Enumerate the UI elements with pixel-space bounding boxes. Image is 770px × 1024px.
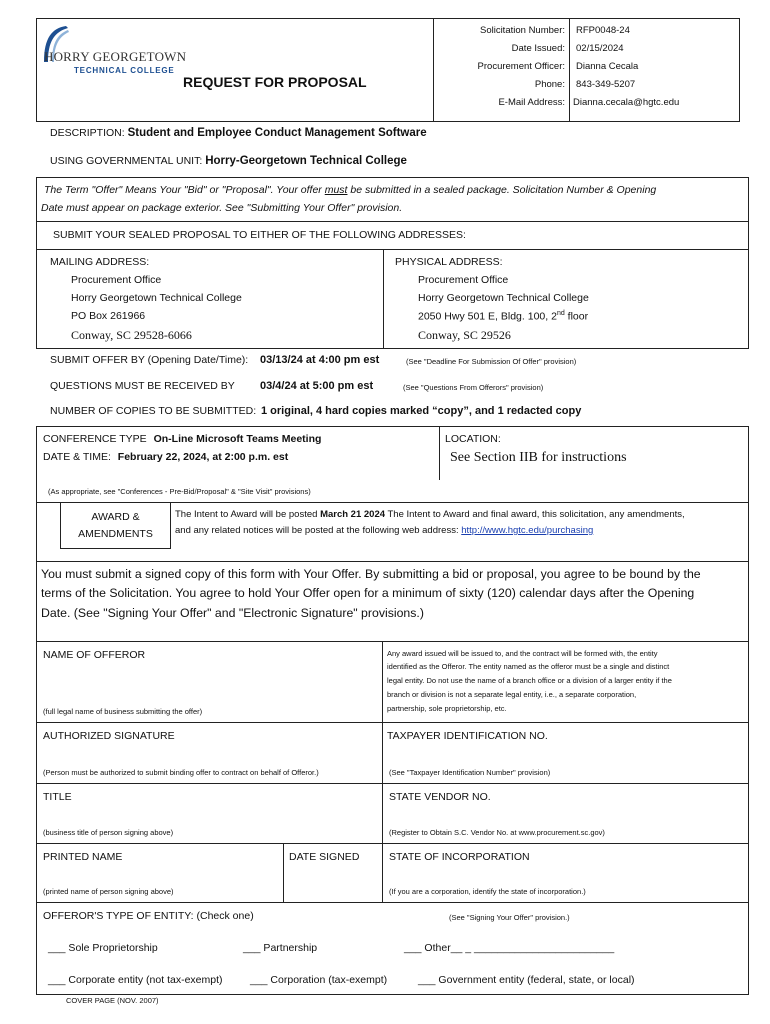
- vendor-field[interactable]: [386, 806, 746, 826]
- printed-name-field[interactable]: [40, 866, 280, 886]
- vendor-label: STATE VENDOR NO.: [389, 791, 491, 803]
- college-name-line2: TECHNICAL COLLEGE: [74, 66, 175, 75]
- conference-type-label: CONFERENCE TYPE: [43, 433, 147, 445]
- award-label-line1: AWARD &: [91, 511, 140, 523]
- award-label-box: [60, 502, 171, 549]
- award-label-line2: AMENDMENTS: [78, 528, 153, 540]
- title-field[interactable]: [40, 806, 378, 826]
- award-text-line2: [175, 525, 593, 536]
- offer-note-text-b: be submitted in a sealed package. Solicitation Number & Opening: [347, 184, 657, 196]
- date-divider: [283, 843, 284, 903]
- email-address: Dianna.cecala@hgtc.edu: [573, 97, 680, 108]
- physical-line1: Procurement Office: [418, 274, 509, 286]
- award-text-line1: [175, 509, 685, 520]
- tin-note: (See "Taxpayer Identification Number" provision): [389, 768, 551, 777]
- copies-value: 1 original, 4 hard copies marked “copy”, and 1 redacted copy: [261, 405, 582, 417]
- description-label: DESCRIPTION:: [50, 127, 125, 139]
- offer-note-must: must: [324, 184, 348, 196]
- conference-type-value: On-Line Microsoft Teams Meeting: [153, 433, 322, 445]
- vendor-note: (Register to Obtain S.C. Vendor No. at www.procurement.sc.gov): [389, 828, 605, 837]
- conference-type-row: [43, 433, 321, 445]
- entity-option-government[interactable]: ___ Government entity (federal, state, or local): [418, 974, 635, 986]
- conference-note: (As appropriate, see "Conferences - Pre-Bid/Proposal" & "Site Visit" provisions): [48, 487, 311, 496]
- unit-row: [50, 155, 407, 167]
- award-text-a: The Intent to Award will be posted: [175, 509, 321, 520]
- solicitation-number: RFP0048-24: [576, 25, 630, 36]
- printed-name-note: (printed name of person signing above): [43, 887, 174, 896]
- physical-line3-text: 2050 Hwy 501 E, Bldg. 100, 2: [418, 310, 557, 323]
- mailing-line4: Conway, SC 29528-6066: [71, 328, 192, 342]
- unit-value: Horry-Georgetown Technical College: [205, 155, 407, 167]
- incorporation-label: STATE OF INCORPORATION: [389, 851, 530, 863]
- address-divider: [383, 249, 384, 349]
- mailing-line3: PO Box 261966: [71, 310, 146, 322]
- questions-value: 03/4/24 at 5:00 pm est: [260, 380, 374, 392]
- date-signed-field[interactable]: [287, 866, 379, 896]
- offeror-side-line5: partnership, sole proprietorship, etc.: [387, 704, 507, 713]
- entity-label: OFFEROR'S TYPE OF ENTITY: (Check one): [43, 910, 254, 922]
- college-name-line1: HORRY GEORGETOWN: [44, 49, 187, 64]
- physical-label: PHYSICAL ADDRESS:: [395, 256, 503, 268]
- offeror-side-line4: branch or division is not a separate legal entity, i.e., a separate corporation,: [387, 690, 637, 699]
- award-text-b: The Intent to Award and final award, this solicitation, any amendments,: [385, 509, 685, 520]
- offeror-side-line2: identified as the Offeror. The entity named as the offeror must be a single and distinct: [387, 662, 670, 671]
- submit-by-value: 03/13/24 at 4:00 pm est: [260, 354, 380, 366]
- field-label-phone: Phone:: [534, 79, 565, 90]
- incorporation-note: (If you are a corporation, identify the state of incorporation.): [389, 887, 586, 896]
- physical-line3-floor: floor: [564, 310, 589, 323]
- physical-line4: Conway, SC 29526: [418, 328, 511, 342]
- incorporation-field[interactable]: [386, 866, 746, 886]
- entity-option-other[interactable]: ___ Other__ _ ________________________: [404, 942, 615, 954]
- field-label-date: Date Issued:: [511, 43, 565, 54]
- physical-line3: [418, 310, 588, 323]
- conference-divider: [439, 426, 440, 480]
- description-value: Student and Employee Conduct Management Software: [127, 127, 427, 139]
- offeror-side-line3: legal entity. Do not use the name of a branch office or a division of a larger entity if the: [387, 676, 672, 685]
- description-row: [50, 127, 427, 139]
- tin-label: TAXPAYER IDENTIFICATION NO.: [387, 730, 548, 742]
- conference-date-label: DATE & TIME:: [43, 451, 111, 463]
- date-issued: 02/15/2024: [576, 43, 624, 54]
- entity-option-sole-proprietorship[interactable]: ___ Sole Proprietorship: [48, 942, 158, 954]
- signed-notice-line1: You must submit a signed copy of this form with Your Offer. By submitting a bid or proposal, you agree to be bound by the: [41, 567, 701, 581]
- field-label-solicitation: Solicitation Number:: [479, 25, 565, 36]
- offeror-name-label: NAME OF OFFEROR: [43, 649, 146, 661]
- grid-line-2: [36, 783, 749, 784]
- award-date: March 21 2024: [320, 509, 386, 520]
- signature-label: AUTHORIZED SIGNATURE: [43, 730, 175, 742]
- conference-date-row: [43, 451, 288, 463]
- field-label-email: E-Mail Address:: [498, 97, 565, 108]
- grid-divider: [382, 641, 383, 903]
- offer-note-line1: [44, 184, 656, 196]
- entity-option-corporate[interactable]: ___ Corporate entity (not tax-exempt): [48, 974, 223, 986]
- mailing-line2: Horry Georgetown Technical College: [71, 292, 242, 304]
- offeror-name-note: (full legal name of business submitting the offer): [43, 707, 203, 716]
- offer-note-line2: Date must appear on package exterior. See "Submitting Your Offer" provision.: [41, 202, 403, 214]
- submit-by-note: (See "Deadline For Submission Of Offer" provision): [406, 357, 577, 366]
- signed-notice-line3: Date. (See "Signing Your Offer" and "Electronic Signature" provisions.): [41, 606, 424, 620]
- date-signed-label: DATE SIGNED: [289, 851, 360, 863]
- submit-heading: SUBMIT YOUR SEALED PROPOSAL TO EITHER OF THE FOLLOWING ADDRESSES:: [53, 229, 466, 241]
- field-label-officer: Procurement Officer:: [477, 61, 565, 72]
- mailing-label: MAILING ADDRESS:: [50, 256, 150, 268]
- printed-name-label: PRINTED NAME: [43, 851, 123, 863]
- location-value: See Section IIB for instructions: [450, 450, 627, 465]
- fields-divider: [569, 18, 570, 122]
- copies-label: NUMBER OF COPIES TO BE SUBMITTED:: [50, 405, 257, 417]
- offer-note-text-a: The Term "Offer" Means Your "Bid" or "Proposal". Your offer: [44, 184, 325, 196]
- mailing-line1: Procurement Office: [71, 274, 162, 286]
- purchasing-link[interactable]: http://www.hgtc.edu/purchasing: [461, 525, 594, 536]
- title-note: (business title of person signing above): [43, 828, 174, 837]
- questions-label: QUESTIONS MUST BE RECEIVED BY: [50, 380, 235, 392]
- grid-line-1: [36, 722, 749, 723]
- location-label: LOCATION:: [445, 433, 501, 445]
- footer-cover-page: COVER PAGE (NOV. 2007): [66, 996, 159, 1005]
- signature-note: (Person must be authorized to submit binding offer to contract on behalf of Offeror.): [43, 768, 319, 777]
- college-logo: [40, 24, 187, 80]
- tin-field[interactable]: [386, 745, 746, 765]
- title-label: TITLE: [43, 791, 72, 803]
- offeror-name-field[interactable]: [40, 664, 378, 700]
- physical-line2: Horry Georgetown Technical College: [418, 292, 589, 304]
- offeror-side-line1: Any award issued will be issued to, and the contract will be formed with, the entity: [387, 649, 658, 658]
- submit-by-label: SUBMIT OFFER BY (Opening Date/Time):: [50, 354, 249, 366]
- entity-option-partnership[interactable]: ___ Partnership: [243, 942, 318, 954]
- page-title: REQUEST FOR PROPOSAL: [183, 74, 367, 90]
- procurement-officer: Dianna Cecala: [576, 61, 639, 72]
- unit-label: USING GOVERNMENTAL UNIT:: [50, 155, 203, 167]
- grid-line-3: [36, 843, 749, 844]
- entity-option-corporation-tax-exempt[interactable]: ___ Corporation (tax-exempt): [250, 974, 388, 986]
- signed-notice-line2: terms of the Solicitation. You agree to hold Your Offer open for a minimum of sixty (120) calendar days after the Opening: [41, 586, 695, 600]
- award-text-c: and any related notices will be posted at the following web address:: [175, 525, 462, 536]
- entity-note: (See "Signing Your Offer" provision.): [449, 913, 570, 922]
- signature-field[interactable]: [40, 745, 378, 765]
- questions-note: (See "Questions From Offerors" provision): [403, 383, 544, 392]
- conference-date-value: February 22, 2024, at 2:00 p.m. est: [117, 451, 289, 463]
- physical-line3-sup: nd: [556, 310, 565, 317]
- phone-number: 843-349-5207: [576, 79, 636, 90]
